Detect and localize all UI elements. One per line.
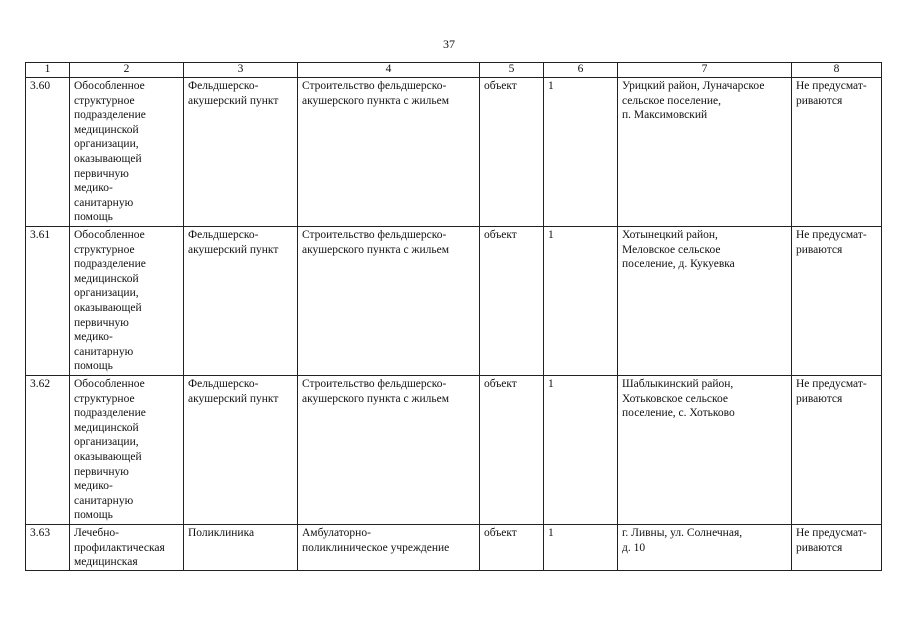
cell-text: объект: [484, 527, 517, 539]
cell-text: 1: [548, 527, 554, 539]
quantity-cell: [544, 78, 618, 227]
cell-text-line: Фельдшерско-: [188, 229, 259, 241]
cell-text-line: подразделение: [74, 407, 146, 420]
header-col-5: 5: [480, 63, 544, 78]
cell-text-line: медико-: [74, 480, 113, 493]
cell-text-line: Шаблыкинский район,: [622, 378, 734, 390]
quantity-cell: [544, 525, 618, 571]
table-row: [26, 227, 882, 376]
cell-text-line: оказывающей: [74, 152, 142, 165]
cell-text-line: п. Максимовский: [622, 109, 708, 122]
cell-text-line: риваются: [796, 243, 843, 256]
cell-text-line: Поликлиника: [188, 527, 255, 539]
cell-text: 1: [548, 229, 554, 241]
cell-text-line: Не предусмат-: [796, 378, 867, 390]
cell-text-line: риваются: [796, 94, 843, 107]
cell-text-line: Обособленное: [74, 378, 145, 390]
row-number-cell: [26, 78, 70, 227]
cell-text-line: помощь: [74, 211, 113, 224]
cell-text-line: структурное: [74, 243, 135, 256]
location-cell: [618, 227, 792, 376]
activity-cell: [298, 376, 480, 525]
note-cell: [792, 78, 882, 227]
activity-cell: [298, 227, 480, 376]
cell-text: 3.63: [30, 527, 51, 539]
row-number-cell: [26, 227, 70, 376]
cell-text: 3.60: [30, 80, 51, 92]
cell-text-line: первичную: [74, 167, 129, 180]
cell-text-line: медицинской: [74, 123, 139, 136]
cell-text-line: структурное: [74, 94, 135, 107]
page-number: 37: [443, 37, 455, 51]
cell-text-line: Строительство фельдшерско-: [302, 80, 447, 92]
activity-cell: [298, 78, 480, 227]
cell-text-line: Обособленное: [74, 229, 145, 241]
unit-cell: [480, 227, 544, 376]
cell-text-line: акушерский пункт: [188, 392, 279, 405]
table-row: [26, 78, 882, 227]
cell-text-line: первичную: [74, 465, 129, 478]
cell-text: 1: [548, 80, 554, 92]
cell-text-line: первичную: [74, 316, 129, 329]
object-kind-cell: [184, 78, 298, 227]
object-type-cell: [70, 376, 184, 525]
header-col-4: 4: [298, 63, 480, 78]
cell-text-line: организации,: [74, 287, 139, 300]
cell-text-line: помощь: [74, 360, 113, 373]
row-number-cell: [26, 525, 70, 571]
cell-text-line: г. Ливны, ул. Солнечная,: [622, 527, 743, 539]
cell-text: 1: [548, 378, 554, 390]
object-type-cell: [70, 227, 184, 376]
cell-text-line: Фельдшерско-: [188, 80, 259, 92]
cell-text-line: Не предусмат-: [796, 80, 867, 92]
note-cell: [792, 525, 882, 571]
cell-text-line: Фельдшерско-: [188, 378, 259, 390]
cell-text-line: Не предусмат-: [796, 527, 867, 539]
note-cell: [792, 227, 882, 376]
cell-text-line: акушерского пункта с жильем: [302, 94, 449, 107]
cell-text-line: оказывающей: [74, 301, 142, 314]
cell-text-line: медико-: [74, 331, 113, 344]
location-cell: [618, 78, 792, 227]
header-col-2: 2: [70, 63, 184, 78]
cell-text-line: медицинской: [74, 421, 139, 434]
cell-text-line: подразделение: [74, 109, 146, 122]
table-body: [26, 78, 882, 571]
cell-text-line: акушерский пункт: [188, 94, 279, 107]
cell-text: объект: [484, 378, 517, 390]
cell-text-line: риваются: [796, 392, 843, 405]
cell-text-line: подразделение: [74, 258, 146, 271]
object-kind-cell: [184, 376, 298, 525]
cell-text-line: д. 10: [622, 541, 646, 554]
cell-text-line: Строительство фельдшерско-: [302, 378, 447, 390]
cell-text-line: Лечебно-: [74, 527, 120, 539]
cell-text-line: Хотьковское сельское: [622, 392, 728, 405]
cell-text-line: поселение, д. Кукуевка: [622, 258, 735, 271]
quantity-cell: [544, 376, 618, 525]
cell-text-line: санитарную: [74, 345, 134, 358]
cell-text-line: медико-: [74, 182, 113, 195]
cell-text-line: акушерского пункта с жильем: [302, 392, 449, 405]
location-cell: [618, 376, 792, 525]
cell-text-line: санитарную: [74, 494, 134, 507]
cell-text-line: Строительство фельдшерско-: [302, 229, 447, 241]
cell-text-line: оказывающей: [74, 450, 142, 463]
header-col-1: 1: [26, 63, 70, 78]
object-type-cell: [70, 78, 184, 227]
row-number-cell: [26, 376, 70, 525]
table-row: [26, 525, 882, 571]
unit-cell: [480, 78, 544, 227]
header-row: [26, 63, 882, 78]
cell-text-line: риваются: [796, 541, 843, 554]
cell-text-line: акушерского пункта с жильем: [302, 243, 449, 256]
cell-text-line: Не предусмат-: [796, 229, 867, 241]
cell-text: 3.62: [30, 378, 51, 390]
note-cell: [792, 376, 882, 525]
cell-text-line: Амбулаторно-: [302, 527, 371, 539]
cell-text-line: акушерский пункт: [188, 243, 279, 256]
cell-text: объект: [484, 80, 517, 92]
cell-text-line: организации,: [74, 436, 139, 449]
cell-text-line: Обособленное: [74, 80, 145, 92]
cell-text: объект: [484, 229, 517, 241]
object-type-cell: [70, 525, 184, 571]
header-col-7: 7: [618, 63, 792, 78]
cell-text-line: организации,: [74, 138, 139, 151]
header-col-3: 3: [184, 63, 298, 78]
cell-text-line: медицинской: [74, 272, 139, 285]
cell-text-line: помощь: [74, 509, 113, 522]
header-col-8: 8: [792, 63, 882, 78]
location-cell: [618, 525, 792, 571]
cell-text-line: санитарную: [74, 196, 134, 209]
cell-text-line: поликлиническое учреждение: [302, 541, 450, 554]
cell-text-line: Урицкий район, Луначарское: [622, 80, 765, 92]
object-kind-cell: [184, 525, 298, 571]
unit-cell: [480, 525, 544, 571]
cell-text-line: структурное: [74, 392, 135, 405]
cell-text: 3.61: [30, 229, 51, 241]
unit-cell: [480, 376, 544, 525]
planning-table: [25, 62, 882, 571]
cell-text-line: Хотынецкий район,: [622, 229, 718, 241]
object-kind-cell: [184, 227, 298, 376]
activity-cell: [298, 525, 480, 571]
cell-text-line: поселение, с. Хотьково: [622, 407, 735, 420]
cell-text-line: медицинская: [74, 556, 138, 569]
header-col-6: 6: [544, 63, 618, 78]
cell-text-line: Меловское сельское: [622, 243, 721, 256]
cell-text-line: сельское поселение,: [622, 94, 721, 107]
table-row: [26, 376, 882, 525]
quantity-cell: [544, 227, 618, 376]
table-header: [26, 63, 882, 78]
cell-text-line: профилактическая: [74, 541, 165, 554]
